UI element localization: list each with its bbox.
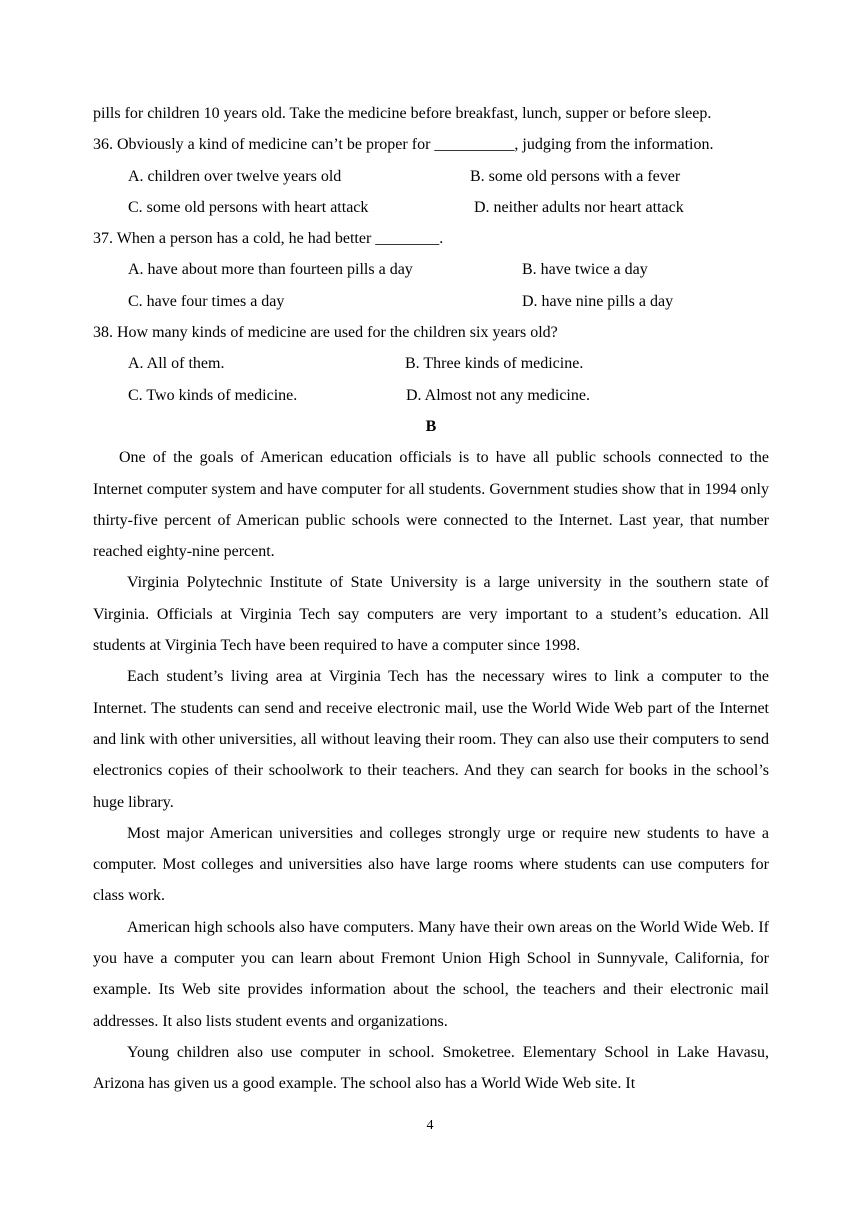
question-38-option-c: C. Two kinds of medicine.: [128, 386, 298, 404]
passage-paragraph: Young children also use computer in school. Smoketree. Elementary School in Lake Havasu, Arizona has given us a good example. The school also has a World Wide Web site. It: [93, 1043, 769, 1093]
continuation-line: pills for children 10 years old. Take the medicine before breakfast, lunch, supper or before sleep.: [93, 105, 712, 122]
question-36-option-a: A. children over twelve years old: [128, 167, 342, 185]
question-38-option-b: B. Three kinds of medicine.: [405, 355, 584, 373]
question-36-options-row-2: [93, 192, 769, 223]
page-content: [93, 98, 769, 1100]
passage-paragraph: Each student’s living area at Virginia Tech has the necessary wires to link a computer to the Internet. The students can send and receive electronic mail, use the World Wide Web part of the Internet and link with other universities, all without leaving their room. They can also use their computers to send electronics copies of their schoolwork to their teachers. And they can search for books in the school’s huge library.: [93, 668, 769, 811]
question-38-options-row-1: [93, 348, 769, 379]
question-37-option-d: D. have nine pills a day: [522, 292, 674, 310]
question-37-stem: 37. When a person has a cold, he had better ________.: [93, 230, 444, 248]
passage-paragraph: American high schools also have computers. Many have their own areas on the World Wide Web. If you have a computer you can learn about Fremont Union High School in Sunnyvale, California, for example. Its Web site provides information about the school, the teachers and their electronic mail addresses. It also lists student events and organizations.: [93, 918, 769, 1030]
question-37-options-row-2: [93, 286, 769, 317]
page-number: 4: [426, 1118, 434, 1133]
question-36-options-row-1: [93, 161, 769, 192]
passage-paragraph: Most major American universities and colleges strongly urge or require new students to have a computer. Most colleges and universities also have large rooms where students can use computers for class work.: [93, 824, 769, 905]
question-36-option-b: B. some old persons with a fever: [470, 167, 681, 185]
question-38-options-row-2: [93, 380, 769, 411]
question-36-option-c: C. some old persons with heart attack: [128, 198, 369, 216]
question-36-option-d: D. neither adults nor heart attack: [474, 198, 684, 216]
question-37-option-a: A. have about more than fourteen pills a day: [128, 261, 413, 279]
question-36: [93, 129, 769, 223]
section-title: B: [425, 417, 437, 435]
question-36-stem: 36. Obviously a kind of medicine can’t be proper for __________, judging from the information.: [93, 136, 714, 154]
question-37: [93, 223, 769, 317]
question-38: [93, 317, 769, 411]
passage-paragraph: One of the goals of American education officials is to have all public schools connected to the Internet computer system and have computer for all students. Government studies show that in 1994 only thirty-five percent of American public schools were connected to the Internet. Last year, that number reached eighty-nine percent.: [93, 449, 769, 561]
question-38-option-d: D. Almost not any medicine.: [406, 386, 590, 404]
passage-paragraph: Virginia Polytechnic Institute of State University is a large university in the southern state of Virginia. Officials at Virginia Tech say computers are very important to a student’s education. All students at Virginia Tech have been required to have a computer since 1998.: [93, 574, 769, 655]
question-38-option-a: A. All of them.: [128, 355, 225, 373]
question-37-options-row-1: [93, 254, 769, 285]
question-37-option-c: C. have four times a day: [128, 292, 285, 310]
question-38-stem: 38. How many kinds of medicine are used for the children six years old?: [93, 324, 558, 342]
question-37-option-b: B. have twice a day: [522, 261, 648, 279]
